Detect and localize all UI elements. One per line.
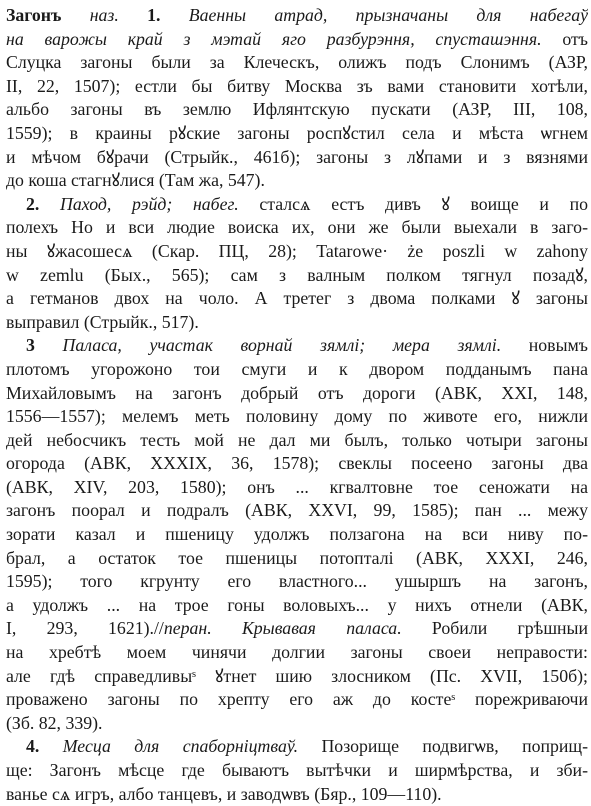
definition-text: наз. bbox=[61, 5, 148, 25]
entry-line bbox=[6, 240, 588, 264]
citation-text: ны ꙋжасошесѧ (Скар. ПЦ, 28); Tatarowe· że poszli w zahony bbox=[6, 240, 588, 261]
entry-line bbox=[6, 570, 588, 594]
headword: Загонъ bbox=[6, 5, 62, 25]
entry-line bbox=[6, 4, 588, 28]
entry-line bbox=[6, 594, 588, 618]
citation-text: плотомъ угорожоно тои смуги и к двором подданымъ пана bbox=[6, 358, 588, 379]
entry-line bbox=[6, 264, 588, 288]
definition-text: на варожы край з мэтай яго разбурэння, спусташэння. bbox=[6, 28, 542, 49]
citation-text: сталсѧ естъ дивъ ꙋ воище и по bbox=[238, 193, 588, 214]
entry-line bbox=[6, 499, 588, 523]
entry-line bbox=[6, 452, 588, 476]
sense-number: 3 bbox=[26, 335, 63, 356]
citation-text: Михайловымъ на загонъ добрый отъ дороги (АВК, XXI, 148, bbox=[6, 382, 588, 403]
citation-text: на хребтѣ моем чинячи долгии загоны своеи неправости: bbox=[6, 642, 588, 663]
entry-line bbox=[6, 51, 588, 75]
entry-line bbox=[6, 547, 588, 571]
entry-line bbox=[6, 216, 588, 240]
entry-line bbox=[6, 311, 588, 335]
entry-line bbox=[6, 169, 588, 193]
citation-text: новымъ bbox=[501, 335, 588, 356]
citation-text: дей небосчикъ тесть мой не дал ми былъ, только чотыри загоны bbox=[6, 429, 588, 450]
definition-text: Паход, рэйд; набег. bbox=[60, 193, 239, 214]
entry-line bbox=[6, 476, 588, 500]
entry-line bbox=[6, 783, 588, 806]
citation-text: ванье сѧ игръ, албо танцевъ, и заводѡвъ (Бяр., 109—110). bbox=[6, 783, 442, 804]
citation-text: (Зб. 82, 339). bbox=[6, 712, 103, 733]
citation-text: але гдѣ справедливыˢ ꙋтнет шию злосником (Пс. XVII, 150б); bbox=[6, 665, 588, 686]
entry-line bbox=[6, 146, 588, 170]
citation-text: проважено загоны по хрепту его аж до костеˢ порежриваючи bbox=[6, 689, 588, 710]
definition-text: перан. Крывавая паласа. bbox=[163, 618, 402, 639]
entry-line bbox=[6, 665, 588, 689]
entry-line bbox=[6, 122, 588, 146]
entry-line bbox=[6, 429, 588, 453]
citation-text: 1595); того кгрунту его властного... ушыршъ на загонъ, bbox=[6, 571, 588, 592]
entry-text-block bbox=[6, 4, 588, 806]
entry-line bbox=[6, 641, 588, 665]
citation-text: Слуцка загоны были за Клеческъ, олижъ подъ Слонимъ (АЗР, bbox=[6, 52, 588, 73]
citation-text: выправил (Стрыйк., 517). bbox=[6, 311, 199, 332]
entry-line bbox=[6, 287, 588, 311]
citation-text: отъ bbox=[541, 28, 588, 49]
entry-line bbox=[6, 688, 588, 712]
citation-text: а гетманов двох на чоло. А третег з двома полками ꙋ загоны bbox=[6, 288, 588, 309]
entry-line bbox=[6, 75, 588, 99]
sense-number: 2. bbox=[26, 193, 61, 214]
citation-text: огорода (АВК, XXXIX, 36, 1578); свеклы посеено загоны два bbox=[6, 453, 588, 474]
entry-line bbox=[6, 382, 588, 406]
definition-text: Ваенны атрад, прызначаны для набегаў bbox=[188, 5, 588, 25]
entry-line bbox=[6, 617, 588, 641]
definition-text: Паласа, участак ворнай зямлі; мера зямлі. bbox=[62, 335, 502, 356]
citation-text: и мѣчом бꙋрачи (Стрыйк., 461б); загоны з лꙋпами и з вязнями bbox=[6, 146, 588, 167]
entry-line bbox=[6, 759, 588, 783]
definition-text: Месца для спаборніцтваў. bbox=[62, 736, 299, 757]
citation-text: Робили грѣшныи bbox=[401, 618, 588, 639]
sense-number: 1. bbox=[147, 5, 189, 25]
entry-line bbox=[6, 334, 588, 358]
sense-number: 4. bbox=[26, 736, 63, 757]
entry-line bbox=[6, 193, 588, 217]
citation-text: 1559); в краины рꙋские загоны роспꙋстил села и мѣста ѡгнем bbox=[6, 122, 588, 143]
citation-text: w zemlu (Бых., 565); сам з валным полком тягнул позадꙋ, bbox=[6, 264, 588, 285]
entry-line bbox=[6, 28, 588, 52]
citation-text: загонъ поорал и подралъ (АВК, XXVI, 99, 1585); пан ... межу bbox=[6, 500, 588, 521]
citation-text: а удолжъ ... на трое гоны воловыхъ... у нихъ отнели (АВК, bbox=[6, 594, 588, 615]
citation-text: ще: Загонъ мѣсце где бываютъ вытѣчки и ширмѣрства, и зби- bbox=[6, 760, 588, 780]
citation-text: Позорище подвигѡв, поприщ- bbox=[298, 736, 588, 757]
citation-text: до коша стагнꙋлися (Там жа, 547). bbox=[6, 170, 265, 191]
citation-text: зорати казал и пшеницу удолжъ ползагона на вси ниву по- bbox=[6, 524, 588, 545]
citation-text: (АВК, XIV, 203, 1580); онъ ... кгвалтовне тое сеножати на bbox=[6, 476, 588, 497]
citation-text: полехъ Но и вси людие воиска их, они же были выехали в заго- bbox=[6, 217, 588, 238]
entry-line bbox=[6, 712, 588, 736]
entry-line bbox=[6, 735, 588, 759]
citation-text: альбо загоны въ землю Ифлянтскую пускати (АЗР, III, 108, bbox=[6, 99, 588, 120]
citation-text: брал, а остаток тое пшеницы потопталі (АВК, XXXI, 246, bbox=[6, 547, 588, 568]
entry-line bbox=[6, 358, 588, 382]
entry-line bbox=[6, 405, 588, 429]
citation-text: I, 293, 1621).// bbox=[6, 618, 164, 639]
entry-line bbox=[6, 523, 588, 547]
citation-text: 1556—1557); мелемъ меть половину дому по животе его, нижли bbox=[6, 406, 588, 427]
entry-line bbox=[6, 98, 588, 122]
citation-text: II, 22, 1507); естли бы битву Москва зъ вами становити хотѣли, bbox=[6, 75, 588, 96]
